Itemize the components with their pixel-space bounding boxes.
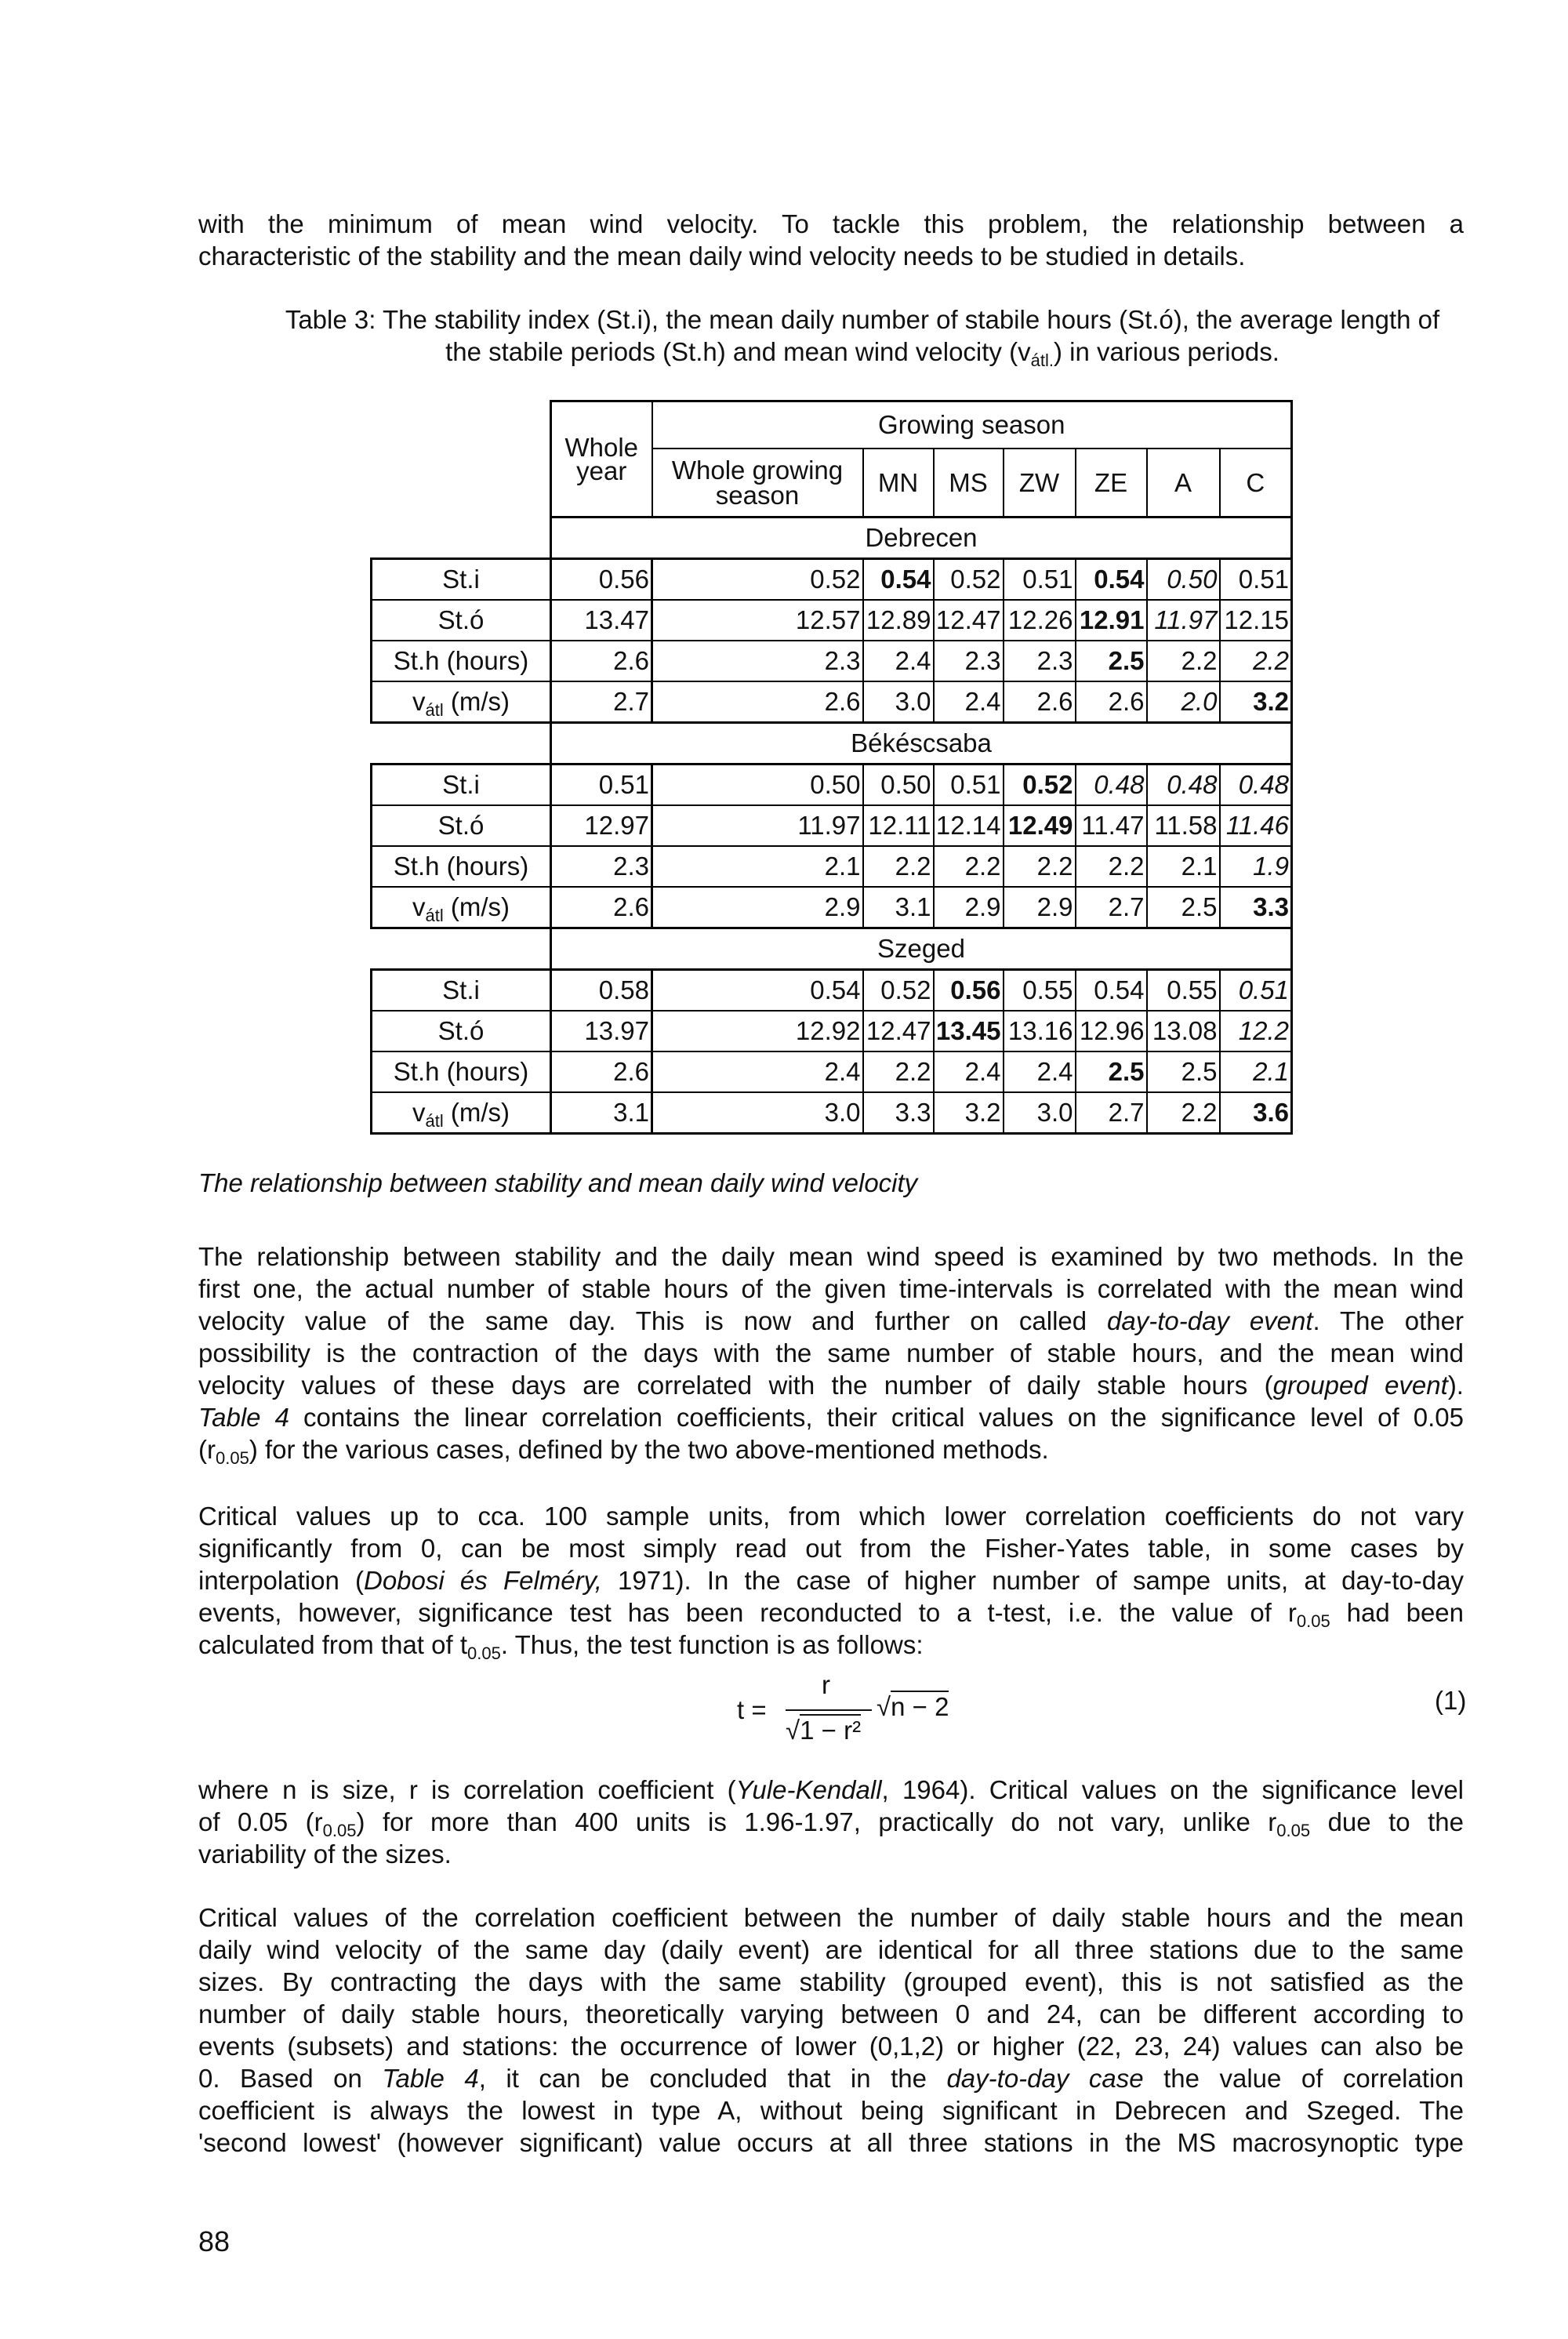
table-cell: 3.0 [863,681,934,723]
text-line [198,1934,1464,1966]
table-cell: 2.7 [1076,1092,1147,1134]
text-run: variability of the sizes. [198,1840,452,1869]
text-line [198,1369,1464,1401]
table-cell: 2.0 [1147,681,1220,723]
text-line [198,1273,1464,1305]
text-run: due to the [1310,1807,1464,1836]
text-line [198,1564,1464,1596]
text-line [198,2094,1464,2127]
table-cell: 2.2 [863,846,934,887]
text-run: significantly from 0, can be most simply read out from the Fisher-Yates table, in some cases by [198,1534,1464,1563]
table-cell: 2.3 [1004,641,1076,681]
table-cell: 0.51 [551,765,652,806]
text-run: Critical values up to cca. 100 sample units, from which lower correlation coefficients do not vary [198,1502,1464,1531]
table-cell: 11.97 [1147,600,1220,641]
text-run: . The other [1312,1306,1464,1335]
table-cell: 13.97 [551,1011,652,1051]
text-run: v [412,892,426,921]
text-run: of 0.05 (r [198,1807,323,1836]
text-run: velocity value of the same day. This is now and further on called [198,1306,1108,1335]
row-label [372,970,551,1012]
text-run: St.ó [437,811,485,840]
italic-text: Yule-Kendall [735,1775,882,1804]
subscript: átl. [1030,350,1054,370]
factor-radicand: n − 2 [891,1692,949,1721]
text-run: daily wind velocity of the same day (daily event) are identical for all three stations due to the same [198,1935,1464,1964]
table-cell: 2.2 [1147,641,1220,681]
text-line [198,1901,1464,1934]
text-run: . Thus, the test function is as follows: [500,1630,924,1659]
text-run: v [412,687,426,716]
table-cell: 2.5 [1147,887,1220,928]
table-cell: 2.4 [934,1051,1004,1092]
table-cell: 2.2 [1220,641,1292,681]
text-line [198,2127,1464,2159]
text-run: St.h (hours) [393,1057,529,1086]
table-cell: 2.5 [1076,641,1147,681]
header-column: MN [863,449,934,518]
table-cell: 2.4 [934,681,1004,723]
table-cell: 1.9 [1220,846,1292,887]
row-label [372,1011,551,1051]
formula-factor: √n − 2 [877,1692,949,1721]
fraction-bar [786,1709,872,1711]
text-run: 1971). In the case of higher number of sampe units, at day-to-day [601,1566,1464,1595]
table-cell: 12.11 [863,805,934,846]
text-run: The relationship between stability and the daily mean wind speed is examined by two methods. In the [198,1242,1464,1271]
table-cell: 3.0 [652,1092,863,1134]
row-label [372,1051,551,1092]
table-cell: 0.56 [934,970,1004,1012]
text-run: contains the linear correlation coefficients, their critical values on the significance level of 0.05 [289,1403,1464,1432]
text-run: where n is size, r is correlation coefficient ( [198,1775,736,1804]
table-cell: 0.51 [1004,559,1076,601]
text-line [198,2062,1464,2094]
table-cell: 2.6 [1004,681,1076,723]
text-run: possibility is the contraction of the days with the same number of stable hours, and the mean wind [198,1338,1464,1367]
table-cell: 11.47 [1076,805,1147,846]
table-cell: 2.3 [652,641,863,681]
header-column: ZE [1076,449,1147,518]
text-run: St.ó [437,605,485,634]
subscript: átl [425,906,444,925]
row-label [372,846,551,887]
text-run: events (subsets) and stations: the occurrence of lower (0,1,2) or higher (22, 23, 24) values can also be [198,2032,1464,2061]
text-run: interpolation ( [198,1566,364,1595]
row-label [372,600,551,641]
station-row [372,518,1292,559]
table-cell: 3.6 [1220,1092,1292,1134]
empty-label [372,518,551,559]
denominator-radicand: 1 − r² [800,1716,862,1745]
text-run: St.h (hours) [393,646,529,675]
text-run: St.i [442,975,480,1004]
table-cell: 2.9 [652,887,863,928]
table-cell: 13.16 [1004,1011,1076,1051]
header-column: Whole growing season [652,449,863,518]
table-cell: 12.96 [1076,1011,1147,1051]
text-line [198,1806,1464,1838]
text-line [235,336,1490,369]
text-run: sizes. By contracting the days with the same stability (grouped event), this is not satisfied as the [198,1967,1464,1996]
table-cell: 12.26 [1004,600,1076,641]
text-run: (m/s) [443,1098,510,1127]
header-column: MS [934,449,1004,518]
header-column: C [1220,449,1292,518]
table-cell: 2.6 [551,1051,652,1092]
italic-text: day-to-day event [1107,1306,1313,1335]
text-line [198,2030,1464,2062]
row-label [372,559,551,601]
table-cell: 11.58 [1147,805,1220,846]
table-cell: 2.5 [1147,1051,1220,1092]
table-cell: 12.14 [934,805,1004,846]
table-row [372,600,1292,641]
text-line [198,1532,1464,1564]
table-cell: 2.2 [1004,846,1076,887]
text-line [198,1838,1464,1870]
table-cell: 2.3 [551,846,652,887]
table-cell: 13.08 [1147,1011,1220,1051]
text-line [235,304,1490,336]
table-cell: 2.3 [934,641,1004,681]
italic-text: Table 4 [198,1403,289,1432]
table-cell: 0.54 [652,970,863,1012]
italic-text: Dobosi és Felméry, [363,1566,602,1595]
subscript: átl [425,1111,444,1131]
formula-numerator: r [822,1670,830,1699]
table-cell: 12.47 [863,1011,934,1051]
table-cell: 3.3 [1220,887,1292,928]
table-cell: 12.15 [1220,600,1292,641]
empty-label [372,723,551,765]
table-cell: 2.6 [652,681,863,723]
text-run: , it can be concluded that in the [478,2064,947,2093]
table-cell: 3.1 [551,1092,652,1134]
table-cell: 2.2 [934,846,1004,887]
table-row [372,970,1292,1012]
italic-text: day-to-day case [946,2064,1144,2093]
table-cell: 0.51 [1220,559,1292,601]
table-cell: 0.52 [863,970,934,1012]
table-row [372,887,1292,928]
text-run: Table 3: The stability index (St.i), the mean daily number of stabile hours (St.ó), the average length of [285,305,1440,334]
text-run: calculated from that of t [198,1630,468,1659]
header-column: A [1147,449,1220,518]
station-row [372,928,1292,970]
text-run: ) for more than 400 units is 1.96-1.97, practically do not vary, unlike r [356,1807,1277,1836]
header-row [372,401,1292,449]
table-cell: 12.47 [934,600,1004,641]
text-run: 'second lowest' (however significant) value occurs at all three stations in the MS macrosynoptic type [198,2128,1464,2157]
text-run: St.i [442,565,480,594]
formula-lhs: t = [737,1695,767,1724]
table-cell: 12.89 [863,600,934,641]
table-cell: 2.4 [1004,1051,1076,1092]
subscript: 0.05 [215,1448,249,1468]
table-cell: 2.5 [1076,1051,1147,1092]
table-cell: 0.51 [934,765,1004,806]
table-row [372,1092,1292,1134]
page-number: 88 [198,2225,230,2257]
header-column: ZW [1004,449,1076,518]
subscript: 0.05 [322,1821,357,1840]
table-cell: 13.47 [551,600,652,641]
text-line [198,1433,1464,1466]
table-row [372,681,1292,723]
table-cell: 0.55 [1004,970,1076,1012]
table-cell: 3.3 [863,1092,934,1134]
table-cell: 2.7 [1076,887,1147,928]
station-name: Békéscsaba [551,723,1292,765]
text-run: ) in various periods. [1053,337,1279,366]
table-cell: 0.50 [1147,559,1220,601]
table-row [372,1011,1292,1051]
table-row [372,1051,1292,1092]
equation-t-test [737,1670,988,1764]
text-run: had been [1330,1598,1465,1627]
text-run: events, however, significance test has been reconducted to a t-test, i.e. the value of r [198,1598,1297,1627]
section-heading: The relationship between stability and mean daily wind velocity [198,1168,918,1197]
table-cell: 0.55 [1147,970,1220,1012]
subscript: 0.05 [467,1643,501,1663]
text-run: (m/s) [443,687,510,716]
table-cell: 2.6 [551,641,652,681]
text-run: velocity values of these days are correlated with the number of daily stable hours ( [198,1371,1273,1400]
table-cell: 0.50 [863,765,934,806]
table-cell: 2.4 [863,641,934,681]
table-cell: 0.52 [652,559,863,601]
text-run: Critical values of the correlation coefficient between the number of daily stable hours and the mean [198,1903,1464,1932]
table-cell: 12.2 [1220,1011,1292,1051]
text-line [198,1337,1464,1369]
row-label [372,765,551,806]
text-run: St.ó [437,1016,485,1045]
table-cell: 3.2 [934,1092,1004,1134]
table-row [372,765,1292,806]
text-line [198,1596,1464,1629]
paragraph-intro [198,208,1464,272]
text-run: number of daily stable hours, theoretically varying between 0 and 24, can be different according to [198,1999,1464,2028]
table-cell: 2.7 [551,681,652,723]
table-cell: 2.6 [1076,681,1147,723]
text-run: St.h (hours) [393,852,529,881]
text-run: v [412,1098,426,1127]
table-cell: 2.2 [863,1051,934,1092]
table-cell: 0.58 [551,970,652,1012]
italic-text: grouped event [1272,1371,1448,1400]
text-run: characteristic of the stability and the mean daily wind velocity needs to be studied in details. [198,242,1246,271]
table-row [372,559,1292,601]
table-cell: 12.57 [652,600,863,641]
table-cell: 0.51 [1220,970,1292,1012]
stability-table [370,400,1293,1135]
text-run: (m/s) [443,892,510,921]
table-cell: 2.9 [934,887,1004,928]
table-cell: 2.6 [551,887,652,928]
table-cell: 3.1 [863,887,934,928]
text-run: , 1964). Critical values on the significance level [881,1775,1465,1804]
table-cell: 2.1 [1220,1051,1292,1092]
table-cell: 11.97 [652,805,863,846]
row-label [372,805,551,846]
paragraph-conclusion [198,1901,1464,2159]
text-line [198,1240,1464,1273]
table-cell: 0.52 [1004,765,1076,806]
text-line [198,208,1464,240]
station-row [372,723,1292,765]
subscript: átl [425,700,444,720]
table-cell: 0.48 [1147,765,1220,806]
table-cell: 12.92 [652,1011,863,1051]
table-cell: 0.54 [1076,970,1147,1012]
text-run: coefficient is always the lowest in type A, without being significant in Debrecen and Szeged. The [198,2096,1464,2125]
table-cell: 11.46 [1220,805,1292,846]
text-line [198,1998,1464,2030]
subscript: 0.05 [1296,1611,1330,1631]
text-run: St.i [442,770,480,799]
table-cell: 2.9 [1004,887,1076,928]
table-cell: 0.50 [652,765,863,806]
table-cell: 2.2 [1076,846,1147,887]
text-line [198,1966,1464,1998]
text-run: first one, the actual number of stable hours of the given time-intervals is correlated with the mean wind [198,1274,1464,1303]
text-run: with the minimum of mean wind velocity. To tackle this problem, the relationship between a [198,209,1464,238]
empty-label [372,928,551,970]
table-cell: 12.91 [1076,600,1147,641]
text-run: the stabile periods (St.h) and mean wind velocity (v [445,337,1031,366]
paragraph-critical-values [198,1500,1464,1661]
text-run: the value of correlation [1143,2064,1464,2093]
text-line [198,1629,1464,1661]
table-row [372,805,1292,846]
table-cell: 0.52 [934,559,1004,601]
table-cell: 13.45 [934,1011,1004,1051]
text-run: (r [198,1435,216,1464]
paragraph-methods [198,1240,1464,1466]
row-label [372,1092,551,1134]
equation-number: (1) [1435,1686,1467,1715]
table-cell: 2.2 [1147,1092,1220,1134]
formula-denominator: √1 − r² [786,1716,862,1745]
table-cell: 2.1 [652,846,863,887]
table-cell: 2.1 [1147,846,1220,887]
table-cell: 0.54 [863,559,934,601]
station-name: Szeged [551,928,1292,970]
table-row [372,846,1292,887]
table-cell: 12.49 [1004,805,1076,846]
table-cell: 3.0 [1004,1092,1076,1134]
text-line [198,1401,1464,1433]
table-cell: 3.2 [1220,681,1292,723]
table-cell: 0.54 [1076,559,1147,601]
table-cell: 2.4 [652,1051,863,1092]
station-name: Debrecen [551,518,1292,559]
paragraph-where [198,1774,1464,1870]
table-row [372,641,1292,681]
text-line [198,1500,1464,1532]
empty-corner [372,401,551,518]
text-run: ) for the various cases, defined by the two above-mentioned methods. [249,1435,1049,1464]
text-line [198,1774,1464,1806]
table-cell: 0.48 [1220,765,1292,806]
header-whole-year: Whole year [551,401,652,518]
table-cell: 0.56 [551,559,652,601]
text-run: ). [1447,1371,1464,1400]
text-line [198,240,1464,272]
text-run: 0. Based on [198,2064,383,2093]
italic-text: Table 4 [382,2064,479,2093]
row-label [372,887,551,928]
row-label [372,641,551,681]
table-cell: 12.97 [551,805,652,846]
table-cell: 0.48 [1076,765,1147,806]
text-line [198,1305,1464,1337]
row-label [372,681,551,723]
table-caption [235,304,1490,369]
subscript: 0.05 [1276,1821,1311,1840]
header-growing-season: Growing season [652,401,1292,449]
